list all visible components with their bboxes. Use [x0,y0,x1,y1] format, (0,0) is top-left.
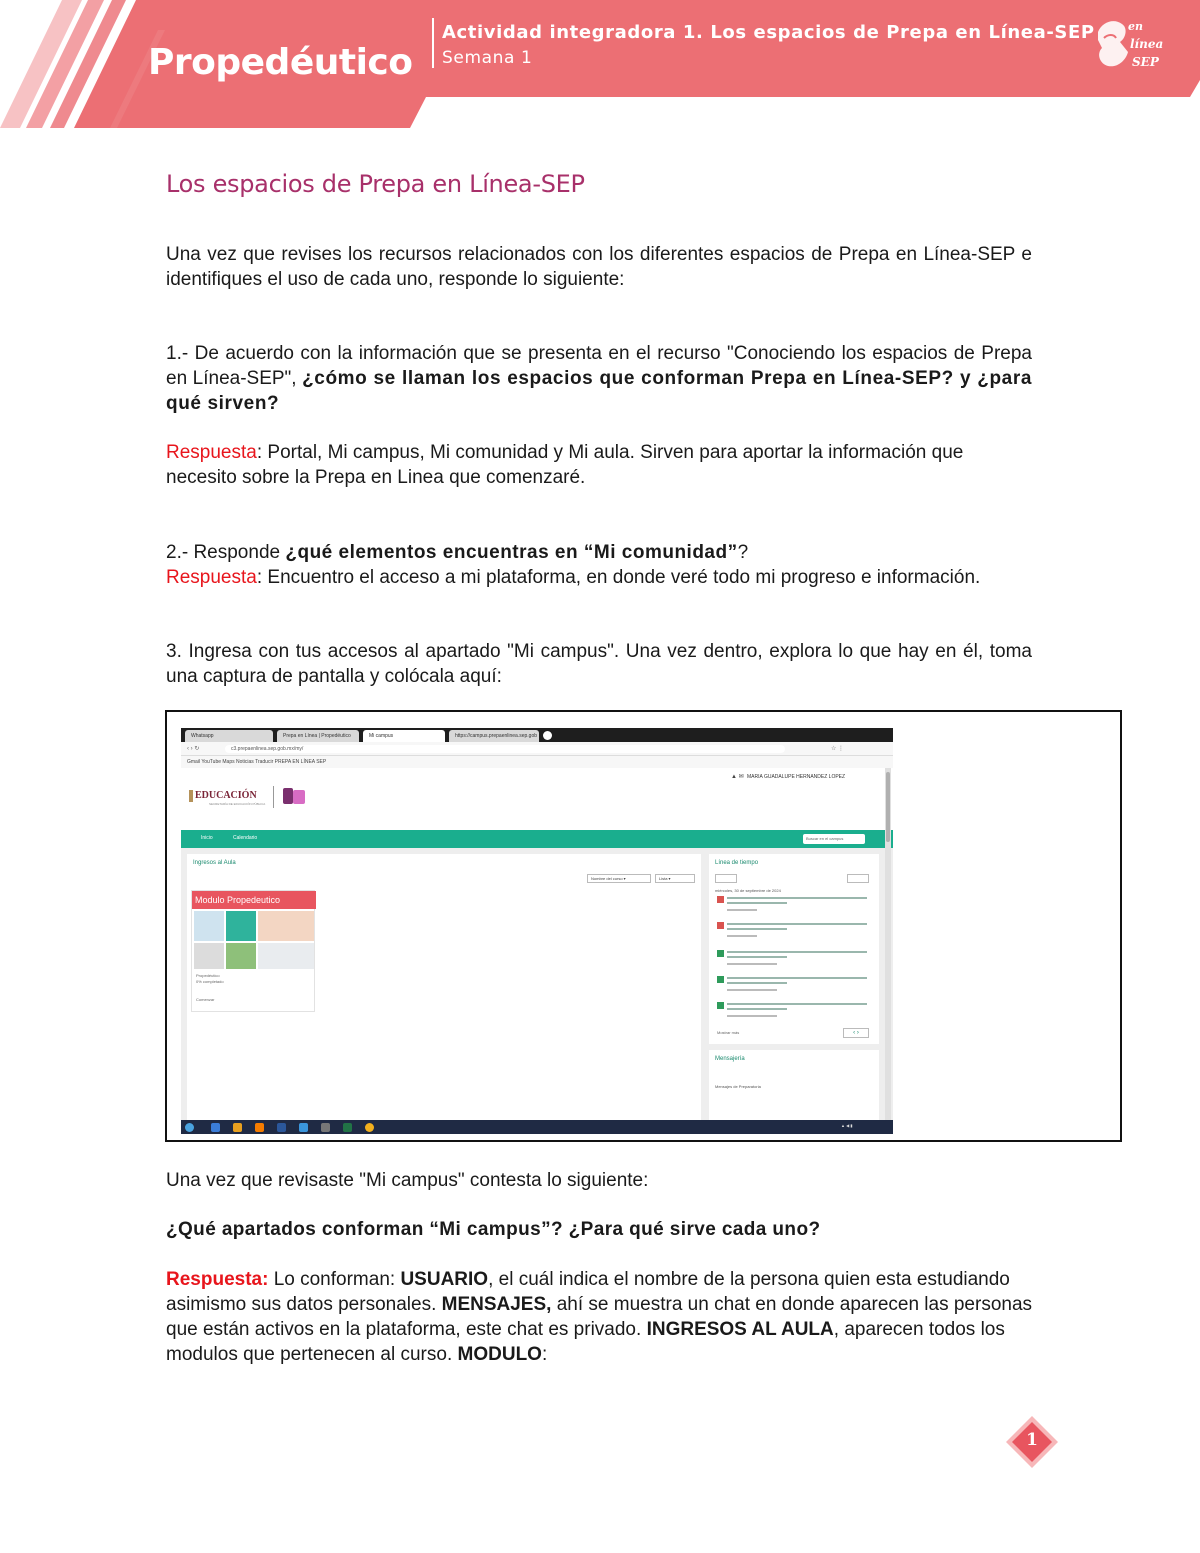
nav-calendar: Calendario [233,835,258,841]
post-question: ¿Qué apartados conforman “Mi campus”? ¿Para qué sirve cada uno? [166,1219,821,1240]
taskbar-clock-icon: ▲ ◀ ▮ [841,1123,853,1128]
timeline-sort [847,874,869,883]
educacion-logo: EDUCACIÓN [195,790,257,801]
module-card [191,890,315,1012]
document-header [0,0,1200,128]
timeline-pager: ‹ › [843,1028,869,1038]
media-icon [255,1123,264,1132]
activity-title: Actividad integradora 1. Los espacios de Prepa en Línea-SEP [442,22,1095,43]
module-image [194,943,224,969]
intro-paragraph: Una vez que revises los recursos relacionados con los diferentes espacios de Prepa en Línea-SEP e identifiques el uso de cada uno, responde lo siguiente: [166,244,1032,290]
nav-arrows-icon: ‹ › ↻ [187,746,200,752]
module-card-title: Modulo Propedeutico [192,891,316,909]
module-image [226,911,256,941]
pdf-icon [717,922,724,929]
timeline-text [727,935,757,937]
ie-icon [211,1123,220,1132]
pdf-icon [717,896,724,903]
timeline-filter [715,874,737,883]
timeline-text [727,982,787,984]
section-title: Los espacios de Prepa en Línea-SEP [166,170,585,198]
messages-panel [709,1050,879,1120]
word-icon [277,1123,286,1132]
module-image [226,943,256,969]
post-keyword: USUARIO [400,1269,489,1290]
url-field: c3.prepaenlinea.sep.gob.mx/my/ [225,745,785,753]
sort-dropdown: Nombre del curso ▾ [587,874,651,883]
new-tab-icon [543,731,552,740]
prepa-mini-logo [281,786,307,808]
answer-1-label: Respuesta [166,442,257,463]
post-keyword: MODULO [457,1344,542,1365]
module-image [194,911,224,941]
timeline-text [727,1008,787,1010]
question-3: 3. Ingresa con tus accesos al apartado "Mi campus". Una vez dentro, explora lo que hay en él, toma una captura de pantalla y colócala aquí: [166,641,1032,687]
timeline-text [727,928,787,930]
week-label: Semana 1 [442,48,533,68]
question-2-bold: ¿qué elementos encuentras en “Mi comunidad” [285,542,738,563]
question-2-prefix: 2.- Responde [166,542,286,563]
timeline-text [727,902,787,904]
scrollbar-thumb [886,772,890,842]
page-scrollbar [885,768,891,1120]
timeline-date: miércoles, 30 de septiembre de 2024 [715,888,781,893]
post-answer-text: , el cuál indica el nombre de la persona quien esta estudiando asimismo sus datos personales. [166,1269,1010,1315]
module-action: Comenzar [196,997,215,1002]
windows-taskbar [181,1120,893,1134]
timeline-text [727,909,757,911]
page-number: 1 [1026,1430,1038,1450]
timeline-text [727,977,867,979]
assignment-icon [717,1002,724,1009]
post-answer [166,1267,1046,1367]
answer-1 [166,440,1032,490]
module-progress: 0% completado [196,979,224,984]
timeline-text [727,956,787,958]
browser-tab-active: Mi campus [363,730,445,742]
post-answer-text: ahí se muestra un chat en donde aparecen las personas que están activos en la plataforma, este chat es privado. [166,1294,1033,1340]
browser-tab: Whatsapp [185,730,273,742]
question-1 [166,341,1032,416]
module-meta: Propedéutico [196,973,220,978]
answer-2 [166,565,1032,590]
module-image [258,911,314,941]
assignment-icon [717,976,724,983]
post-answer-text: : [541,1344,548,1365]
notification-icons: ▲ ✉ [731,774,744,780]
timeline-text [727,897,867,899]
campus-screenshot [181,728,893,1134]
timeline-text [727,989,777,991]
campus-search: Buscar en el campus [803,834,865,844]
answer-1-text: : Portal, Mi campus, Mi comunidad y Mi aula. Sirven para aportar la información que necesito sobre la Prepa en Linea que comenzaré. [166,442,964,488]
question-1-prefix: 1.- De acuerdo con la información que se presenta en el recurso "Conociendo los espacios de Prepa en Línea-SEP", [166,343,1032,389]
app-icon [299,1123,308,1132]
post-intro: Una vez que revisaste "Mi campus" contesta lo siguiente: [166,1170,649,1191]
answer-2-text: : Encuentro el acceso a mi plataforma, en donde veré todo mi progreso e información. [256,567,981,588]
logo-divider [273,786,274,808]
timeline-text [727,963,777,965]
timeline-text [727,951,867,953]
ingresos-panel-title: Ingresos al Aula [193,860,236,866]
seal-icon [189,790,193,802]
timeline-text [727,923,867,925]
svg-text:línea: línea [1130,37,1164,51]
campus-screenshot-frame [165,710,1122,1142]
timeline-item [717,922,875,942]
svg-text:en: en [1128,20,1143,33]
messages-item: Mensajes de Preparatoria [715,1084,761,1089]
question-2-suffix: ? [737,542,749,563]
timeline-item [717,896,875,916]
chrome-icon [365,1123,374,1132]
question-2 [166,540,1032,565]
post-answer-text: Lo conforman: [268,1269,401,1290]
browser-tab: https://campus.prepaenlinea.sep.gob [449,730,539,742]
assignment-icon [717,950,724,957]
timeline-text [727,1015,777,1017]
timeline-panel-title: Línea de tiempo [715,860,759,866]
timeline-item [717,950,875,970]
bookmarks-bar: Gmail YouTube Maps Noticias Traducir PREPA EN LÍNEA SEP [181,756,893,768]
view-dropdown: Lista ▾ [655,874,695,883]
svg-text:SEP: SEP [1132,55,1159,69]
post-answer-text: , aparecen todos los modulos que pertenecen al curso. [166,1319,1005,1365]
ingresos-panel [187,854,701,1124]
timeline-panel [709,854,879,1044]
campus-navbar [181,830,893,848]
timeline-item [717,1002,875,1022]
timeline-text [727,1003,867,1005]
header-divider [432,18,434,68]
answer-2-label: Respuesta [166,567,257,588]
excel-icon [343,1123,352,1132]
browser-tab-strip [181,728,893,742]
post-keyword: MENSAJES, [441,1294,552,1315]
module-image [258,943,314,969]
messages-panel-title: Mensajería [715,1056,745,1062]
browser-tab: Prepa en Línea | Propedéutico [277,730,359,742]
folder-icon [233,1123,242,1132]
browser-menu-icon: ☆ ⋮ [831,746,845,752]
educacion-logo-sub: SECRETARÍA DE EDUCACIÓN PÚBLICA [209,802,266,806]
start-icon [185,1123,194,1132]
campus-site-header [181,768,893,830]
brand-title: Propedéutico [148,42,413,83]
app-icon [321,1123,330,1132]
post-answer-label: Respuesta: [166,1269,269,1290]
question-1-bold: ¿cómo se llaman los espacios que conforman Prepa en Línea-SEP? y ¿para qué sirven? [166,368,1032,414]
nav-home: Inicio [201,835,213,841]
page-number-badge [1004,1414,1060,1470]
timeline-more: Mostrar más [717,1030,740,1035]
browser-address-bar [181,742,893,756]
timeline-item [717,976,875,996]
prepa-en-linea-logo [1092,16,1164,78]
user-name: MARIA GUADALUPE HERNANDEZ LOPEZ [747,774,846,780]
post-keyword: INGRESOS AL AULA [646,1319,834,1340]
